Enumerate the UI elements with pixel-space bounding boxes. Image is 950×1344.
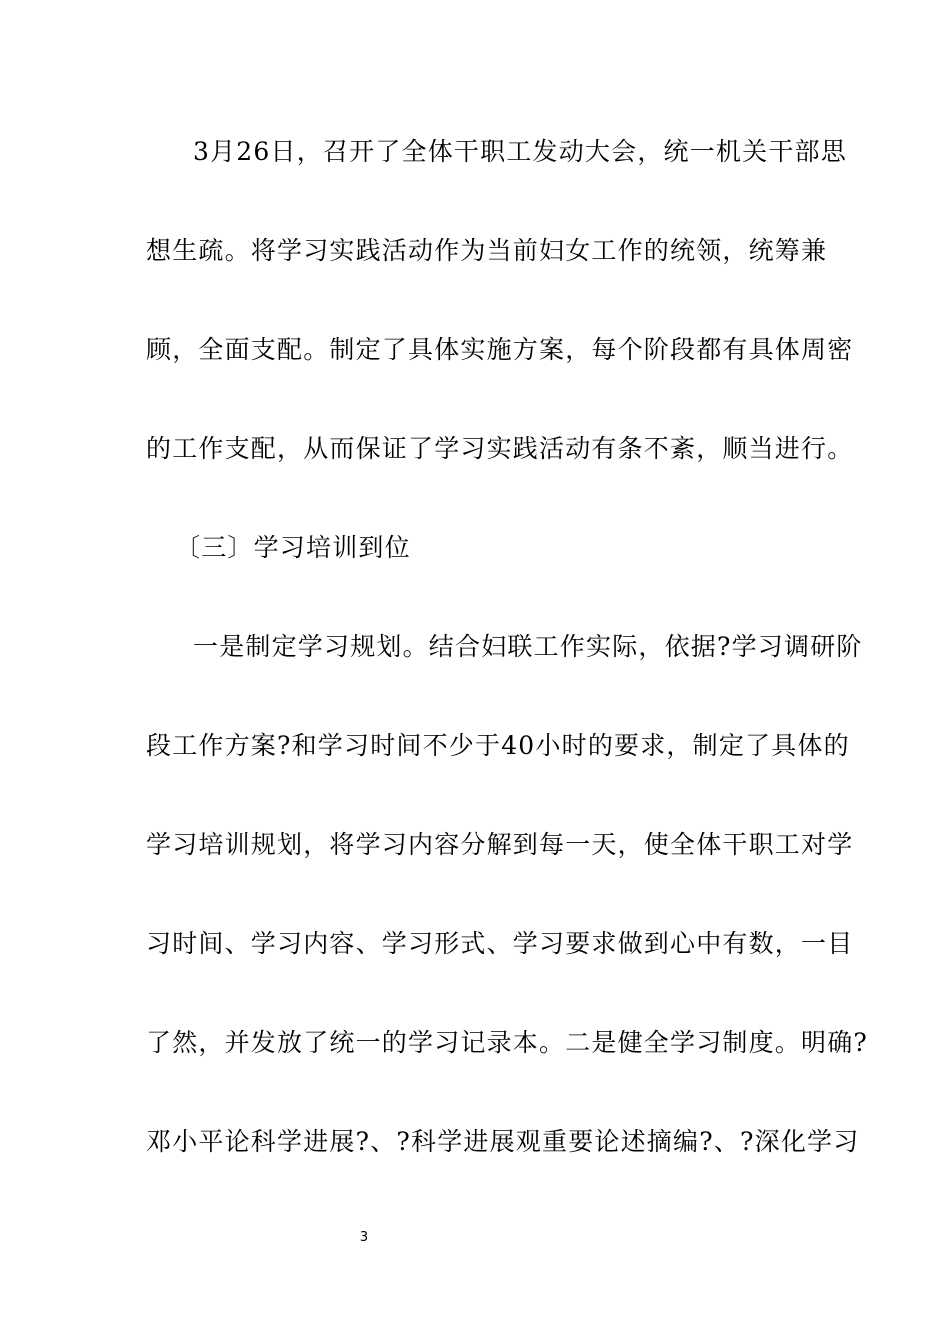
paragraph-line-8: 习时间、学习内容、学习形式、学习要求做到心中有数，一目 [146,929,854,958]
page-number: 3 [359,1230,369,1245]
paragraph-line-6: 段工作方案?和学习时间不少于40小时的要求，制定了具体的 [146,731,850,760]
section-heading: 〔三〕学习培训到位 [175,533,411,562]
paragraph-line-3: 顾，全面支配。制定了具体实施方案，每个阶段都有具体周密 [146,335,854,364]
paragraph-line-2: 想生疏。将学习实践活动作为当前妇女工作的统领，统筹兼 [146,236,828,265]
paragraph-line-10: 邓小平论科学进展?、?科学进展观重要论述摘编?、?深化学习 [146,1127,860,1156]
paragraph-line-5: 一是制定学习规划。结合妇联工作实际，依据?学习调研阶 [193,632,863,661]
paragraph-line-9: 了然，并发放了统一的学习记录本。二是健全学习制度。明确? [146,1028,869,1057]
paragraph-line-7: 学习培训规划，将学习内容分解到每一天，使全体干职工对学 [146,830,854,859]
paragraph-line-4: 的工作支配，从而保证了学习实践活动有条不紊，顺当进行。 [146,434,854,463]
paragraph-line-1: 3月26日，召开了全体干职工发动大会，统一机关干部思 [193,137,847,166]
